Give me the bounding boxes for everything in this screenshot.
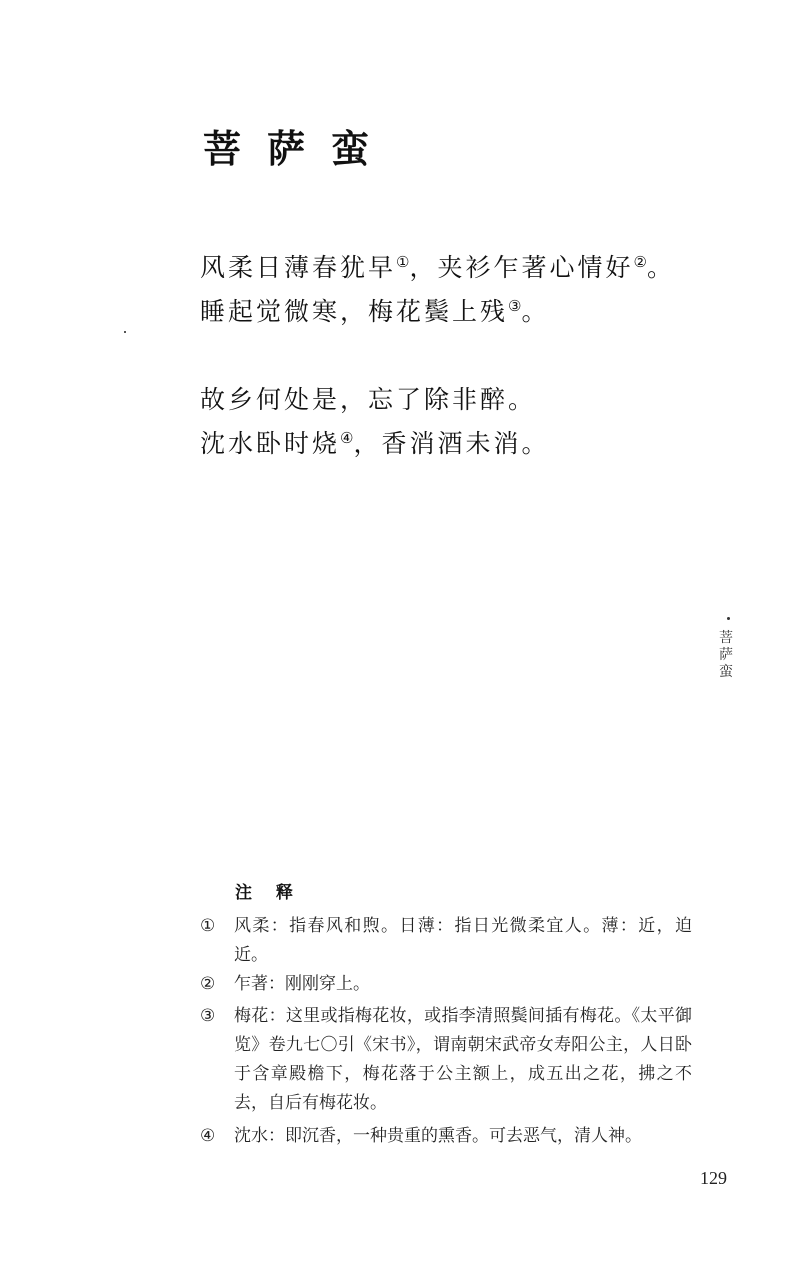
side-bullet <box>727 617 730 620</box>
poem-line-2 <box>200 292 549 328</box>
note-text: 乍著：刚刚穿上。 <box>234 974 370 994</box>
note-ref-1[interactable]: ① <box>396 253 410 271</box>
poem-punct: 。 <box>521 297 550 326</box>
poem-text: 风柔日薄春犹早 <box>200 253 397 282</box>
note-ref-4[interactable]: ④ <box>340 429 354 447</box>
poem-line-3: 故乡何处是，忘了除非醉。 <box>200 385 537 414</box>
poem-text: 睡起觉微寒，梅花鬓上残 <box>200 297 509 326</box>
poem-text: 沈水卧时烧 <box>200 429 341 458</box>
running-head-vertical: 菩萨蛮 <box>719 630 733 680</box>
note-text: 风柔：指春风和煦。日薄：指日光微柔宜人。薄：近，迫近。 <box>234 916 692 965</box>
note-marker: ④ <box>200 1126 216 1146</box>
note-ref-3[interactable]: ③ <box>508 297 522 315</box>
note-text: 梅花：这里或指梅花妆，或指李清照鬓间插有梅花。《太平御览》卷九七〇引《宋书》，谓南朝宋武帝女寿阳公主，人日卧于含章殿檐下，梅花落于公主额上，成五出之花，拂之不去，自后有梅花妆。 <box>234 1006 692 1113</box>
poem-line-4 <box>200 424 549 460</box>
note-text: 沈水：即沉香，一种贵重的熏香。可去恶气，清人神。 <box>234 1126 642 1146</box>
print-speck <box>124 331 126 333</box>
poem-text: ，香消酒未消。 <box>353 429 550 458</box>
poem-text: ，夹衫乍著心情好 <box>409 253 634 282</box>
page-number: 129 <box>700 1168 727 1188</box>
note-marker: ② <box>200 974 216 994</box>
notes-heading: 注 释 <box>235 883 302 903</box>
note-ref-2[interactable]: ② <box>633 253 647 271</box>
page-title: 菩萨蛮 <box>203 126 396 171</box>
note-marker: ③ <box>200 1006 216 1026</box>
note-marker: ① <box>200 916 216 936</box>
poem-line-1 <box>200 248 675 284</box>
poem-punct: 。 <box>646 253 675 282</box>
